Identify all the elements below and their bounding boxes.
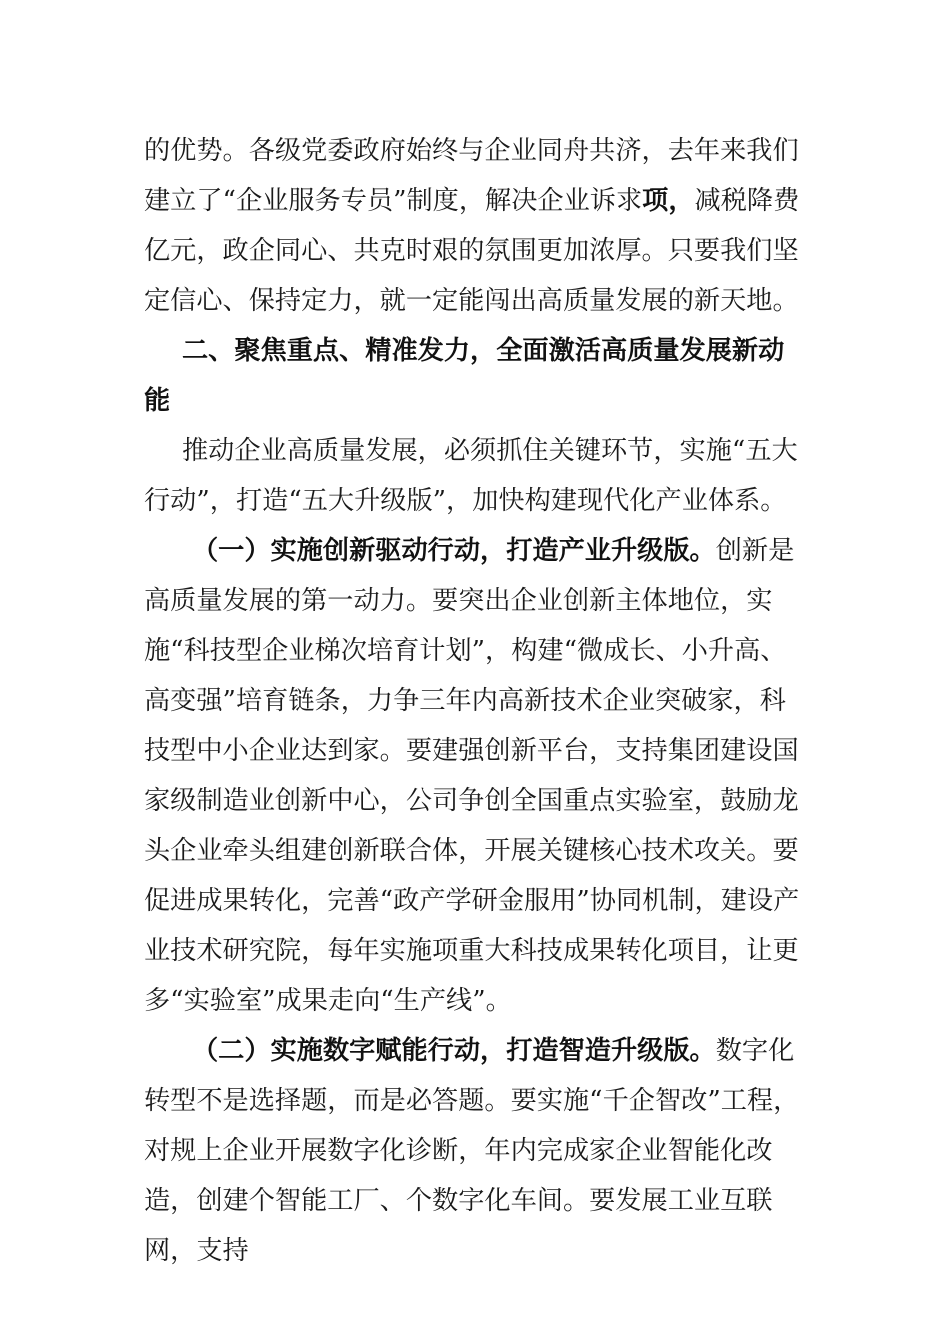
paragraph-text: 数字化转型不是选择题，而是必答题。要实施“千企智改”工程，对规上企业开展数字化诊断，年内完成家企业智能化改造，创建个智能工厂、个数字化车间。要发展工业互联网，支持 [144,1036,800,1266]
section-heading: 二、聚焦重点、精准发力，全面激活高质量发展新动能 [144,335,785,416]
paragraph-section-1 [144,526,806,1026]
paragraph-text: 的优势。各级党委政府始终与企业同舟共济，去年来我们建立了“企业服务专员”制度，解决企业诉求 [144,136,799,216]
bold-text: 项， [642,185,695,216]
subsection-title: （一）实施创新驱动行动，打造产业升级版。 [192,535,716,566]
paragraph-intro: 推动企业高质量发展，必须抓住关键环节，实施“五大行动”，打造“五大升级版”，加快构建现代化产业体系。 [144,436,798,516]
document-body [144,126,806,1276]
paragraph-text: 减税降费亿元，政企同心、共克时艰的氛围更加浓厚。只要我们坚定信心、保持定力，就一定能闯出高质量发展的新天地。 [144,186,800,316]
paragraph-section-2 [144,1026,806,1276]
paragraph-text: 创新是高质量发展的第一动力。要突出企业创新主体地位，实施“科技型企业梯次培育计划”，构建“微成长、小升高、高变强”培育链条，力争三年内高新技术企业突破家，科技型中小企业达到家。要建强创新平台，支持集团建设国家级制造业创新中心，公司争创全国重点实验室，鼓励龙头企业牵头组建创新联合体，开展关键核心技术攻关。要促进成果转化，完善“政产学研金服用”协同机制，建设产业技术研究院，每年实施项重大科技成果转化项目，让更多“实验室”成果走向“生产线”。 [144,536,800,1016]
subsection-title: （二）实施数字赋能行动，打造智造升级版。 [192,1035,716,1066]
paragraph-continuation [144,126,806,326]
